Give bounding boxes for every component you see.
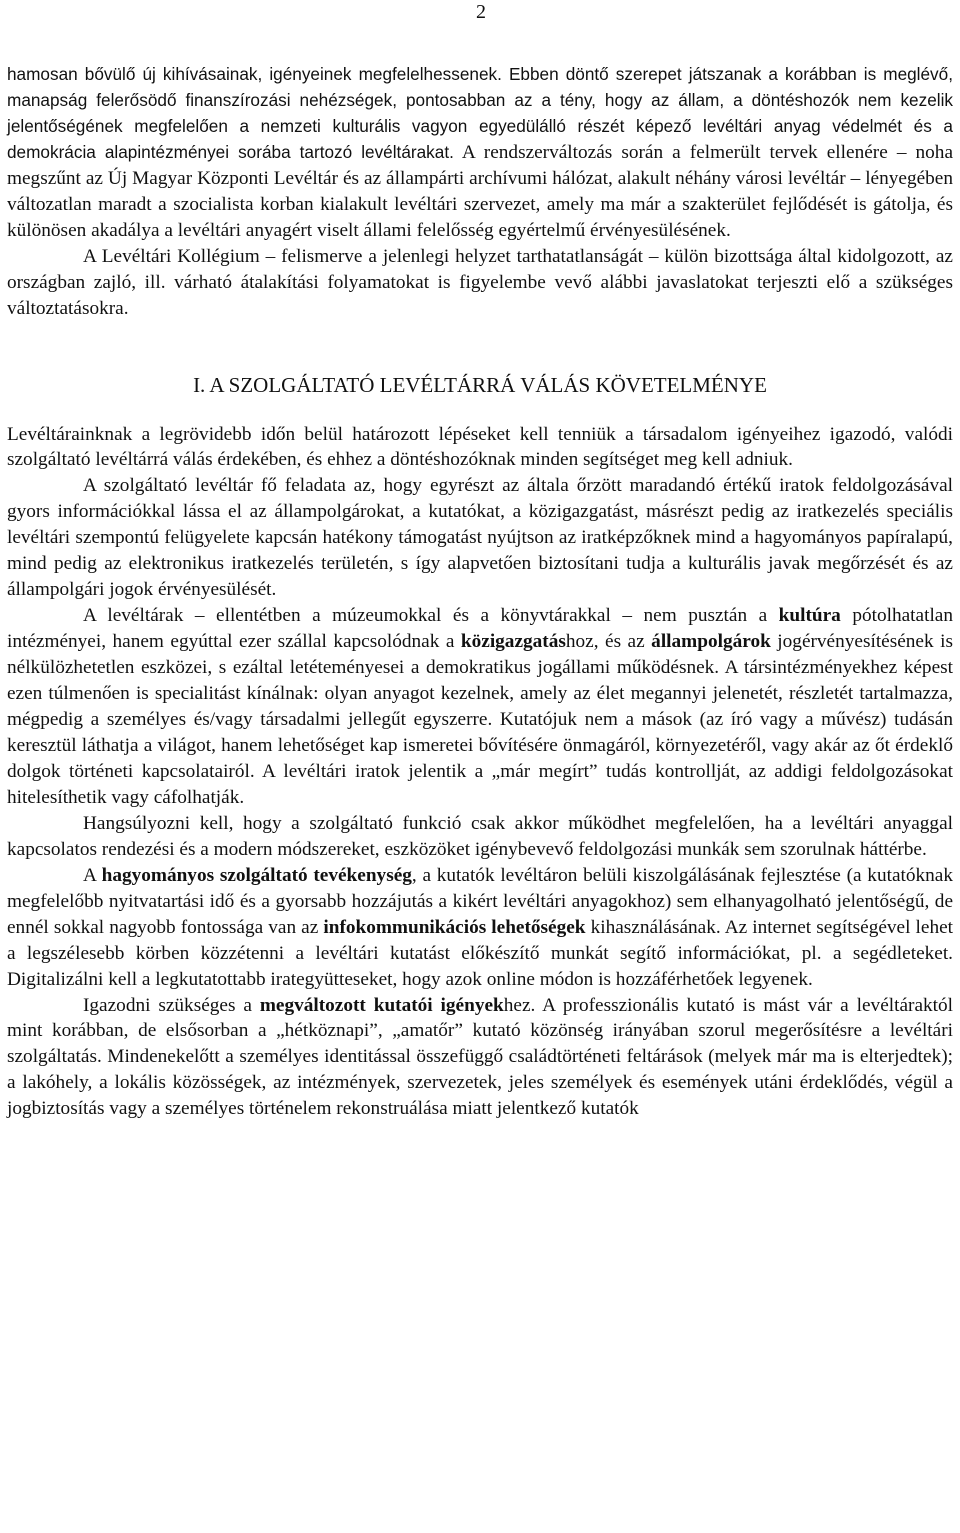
paragraph-1 xyxy=(7,62,953,244)
paragraph-7 xyxy=(7,863,953,993)
paragraph-1-sans-part: hamosan bővülő új kihívásainak, igényeinek megfelelhessenek. Ebben döntő szerepet játszanak a korábban is meglévő, manapság felerősödő finanszírozási nehézségek, pontosabban az a tény, hogy az állam, a döntéshozók nem kezelik jelentőségének megfelelően a nemzeti kulturális vagyon egyedülálló részét képező levéltári anyag védelmét és a demokrácia alapintézményei sorába tartozó levéltárakat. xyxy=(7,64,953,162)
bold-term-kutatoi-igenyek: megváltozott kutatói igények xyxy=(259,994,504,1016)
bold-term-kultura: kultúra xyxy=(778,605,841,627)
paragraph-4: A szolgáltató levéltár fő feladata az, hogy egyrészt az általa őrzött maradandó értékű iratok feldolgozásával gyors információkkal lássa el az állampolgárokat, a kutatókat, a közigazgatást, másrészt pedig az iratkezelés speciális levéltári szempontú felügyelete kapcsán hatékony támogatást nyújtson az iratképzőknek mind a hagyományos papíralapú, mind pedig az elektronikus iratkezelés területén, s így alapvetően biztosítani tudja a kulturális javak megőrzését és az állampolgári jogok érvényesülését. xyxy=(7,475,953,601)
text-run: , a kutatók levéltáron belüli kiszolgálásának fejlesztése (a kutatóknak megfelelőbb nyitvatartási idő és a gyorsabb hozzájutás a kikért levéltári anyagokhoz) sem elhanyagolható jelentőségű, de ennél sokkal nagyobb fontossága van az xyxy=(7,864,953,938)
paragraph-5 xyxy=(7,603,953,811)
text-run: hoz, és az xyxy=(565,631,652,653)
paragraph-3: Levéltárainknak a legrövidebb időn belül határozott lépéseket kell tenniük a társadalom igényeihez igazodó, valódi szolgáltató levéltárrá válás érdekében, és ehhez a döntéshozóknak minden segítséget meg kell adniuk. xyxy=(7,423,953,471)
section-heading: I. A SZOLGÁLTATÓ LEVÉLTÁRRÁ VÁLÁS KÖVETELMÉNYE xyxy=(193,372,767,397)
text-run: A levéltárak – ellentétben a múzeumokkal és a könyvtárakkal – nem pusztán a xyxy=(83,605,779,627)
paragraph-6: Hangsúlyozni kell, hogy a szolgáltató funkció csak akkor működhet megfelelően, ha a levéltári anyaggal kapcsolatos rendezési és a modern módszereket, eszközöket igénybevevő feldolgozási munkák sem szorulnak háttérbe. xyxy=(7,812,953,860)
page-number: 2 xyxy=(476,1,486,23)
bold-term-infokommunikacios: infokommunikációs lehetőségek xyxy=(323,916,586,938)
text-run: Igazodni szükséges a xyxy=(83,994,260,1016)
bold-term-kozigazgatas: közigazgatás xyxy=(460,631,566,653)
text-run: A xyxy=(83,864,102,886)
bold-term-allampolgarok: állampolgárok xyxy=(651,631,771,653)
text-run: hez. A professzionális kutató is mást vár a levéltáraktól mint korábban, de elsősorban a „hétköznapi”, „amatőr” kutató közönség irányában szorul megerősítésre a levéltári szolgáltatás. Mindenekelőtt a személyes identitással összefüggő családtörténeti feltárások (melyek már ma is elterjedtek); a lakóhely, a lokális közösségek, az intézmények, szervezetek, jeles személyek és események utáni érdeklődés, végül a jogbiztosítás vagy a személyes történelem rekonstruálása miatt jelentkező kutatók xyxy=(7,994,953,1120)
text-run: jogérvényesítésének is nélkülözhetetlen eszközei, s ezáltal letéteményesei a demokratikus jogállami működésnek. A társintézményekhez képest ezen túlmenően is specialitást kínálnak: olyan anyagot kezelnek, amely az élet megannyi jelenetét, részletét tartalmazza, mégpedig a személyes és/vagy társadalmi jellegűt egyszerre. Kutatójuk nem a mások (az író vagy a művész) tudásán keresztül láthatja a világot, hanem lehetőséget kap ismeretei bővítésére önmagáról, környezetéről, vagy akár az őt érdeklő dolgok történeti kapcsolatairól. A levéltári iratok jelentik a „már megírt” tudás kontrollját, az addigi feldolgozásokat hitelesíthetik vagy cáfolhatják. xyxy=(7,631,953,808)
document-body xyxy=(7,62,953,1122)
text-run: pótolhatatlan intézményei, hanem egyúttal ezer szállal kapcsolódnak a xyxy=(7,605,953,653)
text-run: kihasználásának. Az internet segítségével lehet a legszélesebb körben közzétenni a levéltári kutatást előkészítő munkát segítő információkat, pl. a segédleteket. Digitalizálni kell a legkutatottabb irategyütteseket, hogy azok online módon is hozzáférhetőek legyenek. xyxy=(7,916,953,990)
paragraph-2: A Levéltári Kollégium – felismerve a jelenlegi helyzet tarthatatlanságát – külön bizottsága által kidolgozott, az országban zajló, ill. várható átalakítási folyamatokat is figyelembe vevő alábbi javaslatokat terjeszti elő a szükséges változtatásokra. xyxy=(7,245,953,319)
paragraph-1-serif-part: A rendszerváltozás során a felmerült tervek ellenére – noha megszűnt az Új Magyar Központi Levéltár és az állampárti archívumi hálózat, alakult néhány városi levéltár – lényegében változatlan maradt a szocialista korban kialakult levéltári szervezet, amely ma már a szakterület fejlődését is gátolja, és különösen akadálya a levéltári anyagért viselt állami felelősség egyértelmű érvényesülésének. xyxy=(7,141,953,241)
bold-term-hagyomanyos: hagyományos szolgáltató tevékenység xyxy=(101,864,412,886)
paragraph-8 xyxy=(7,993,953,1123)
